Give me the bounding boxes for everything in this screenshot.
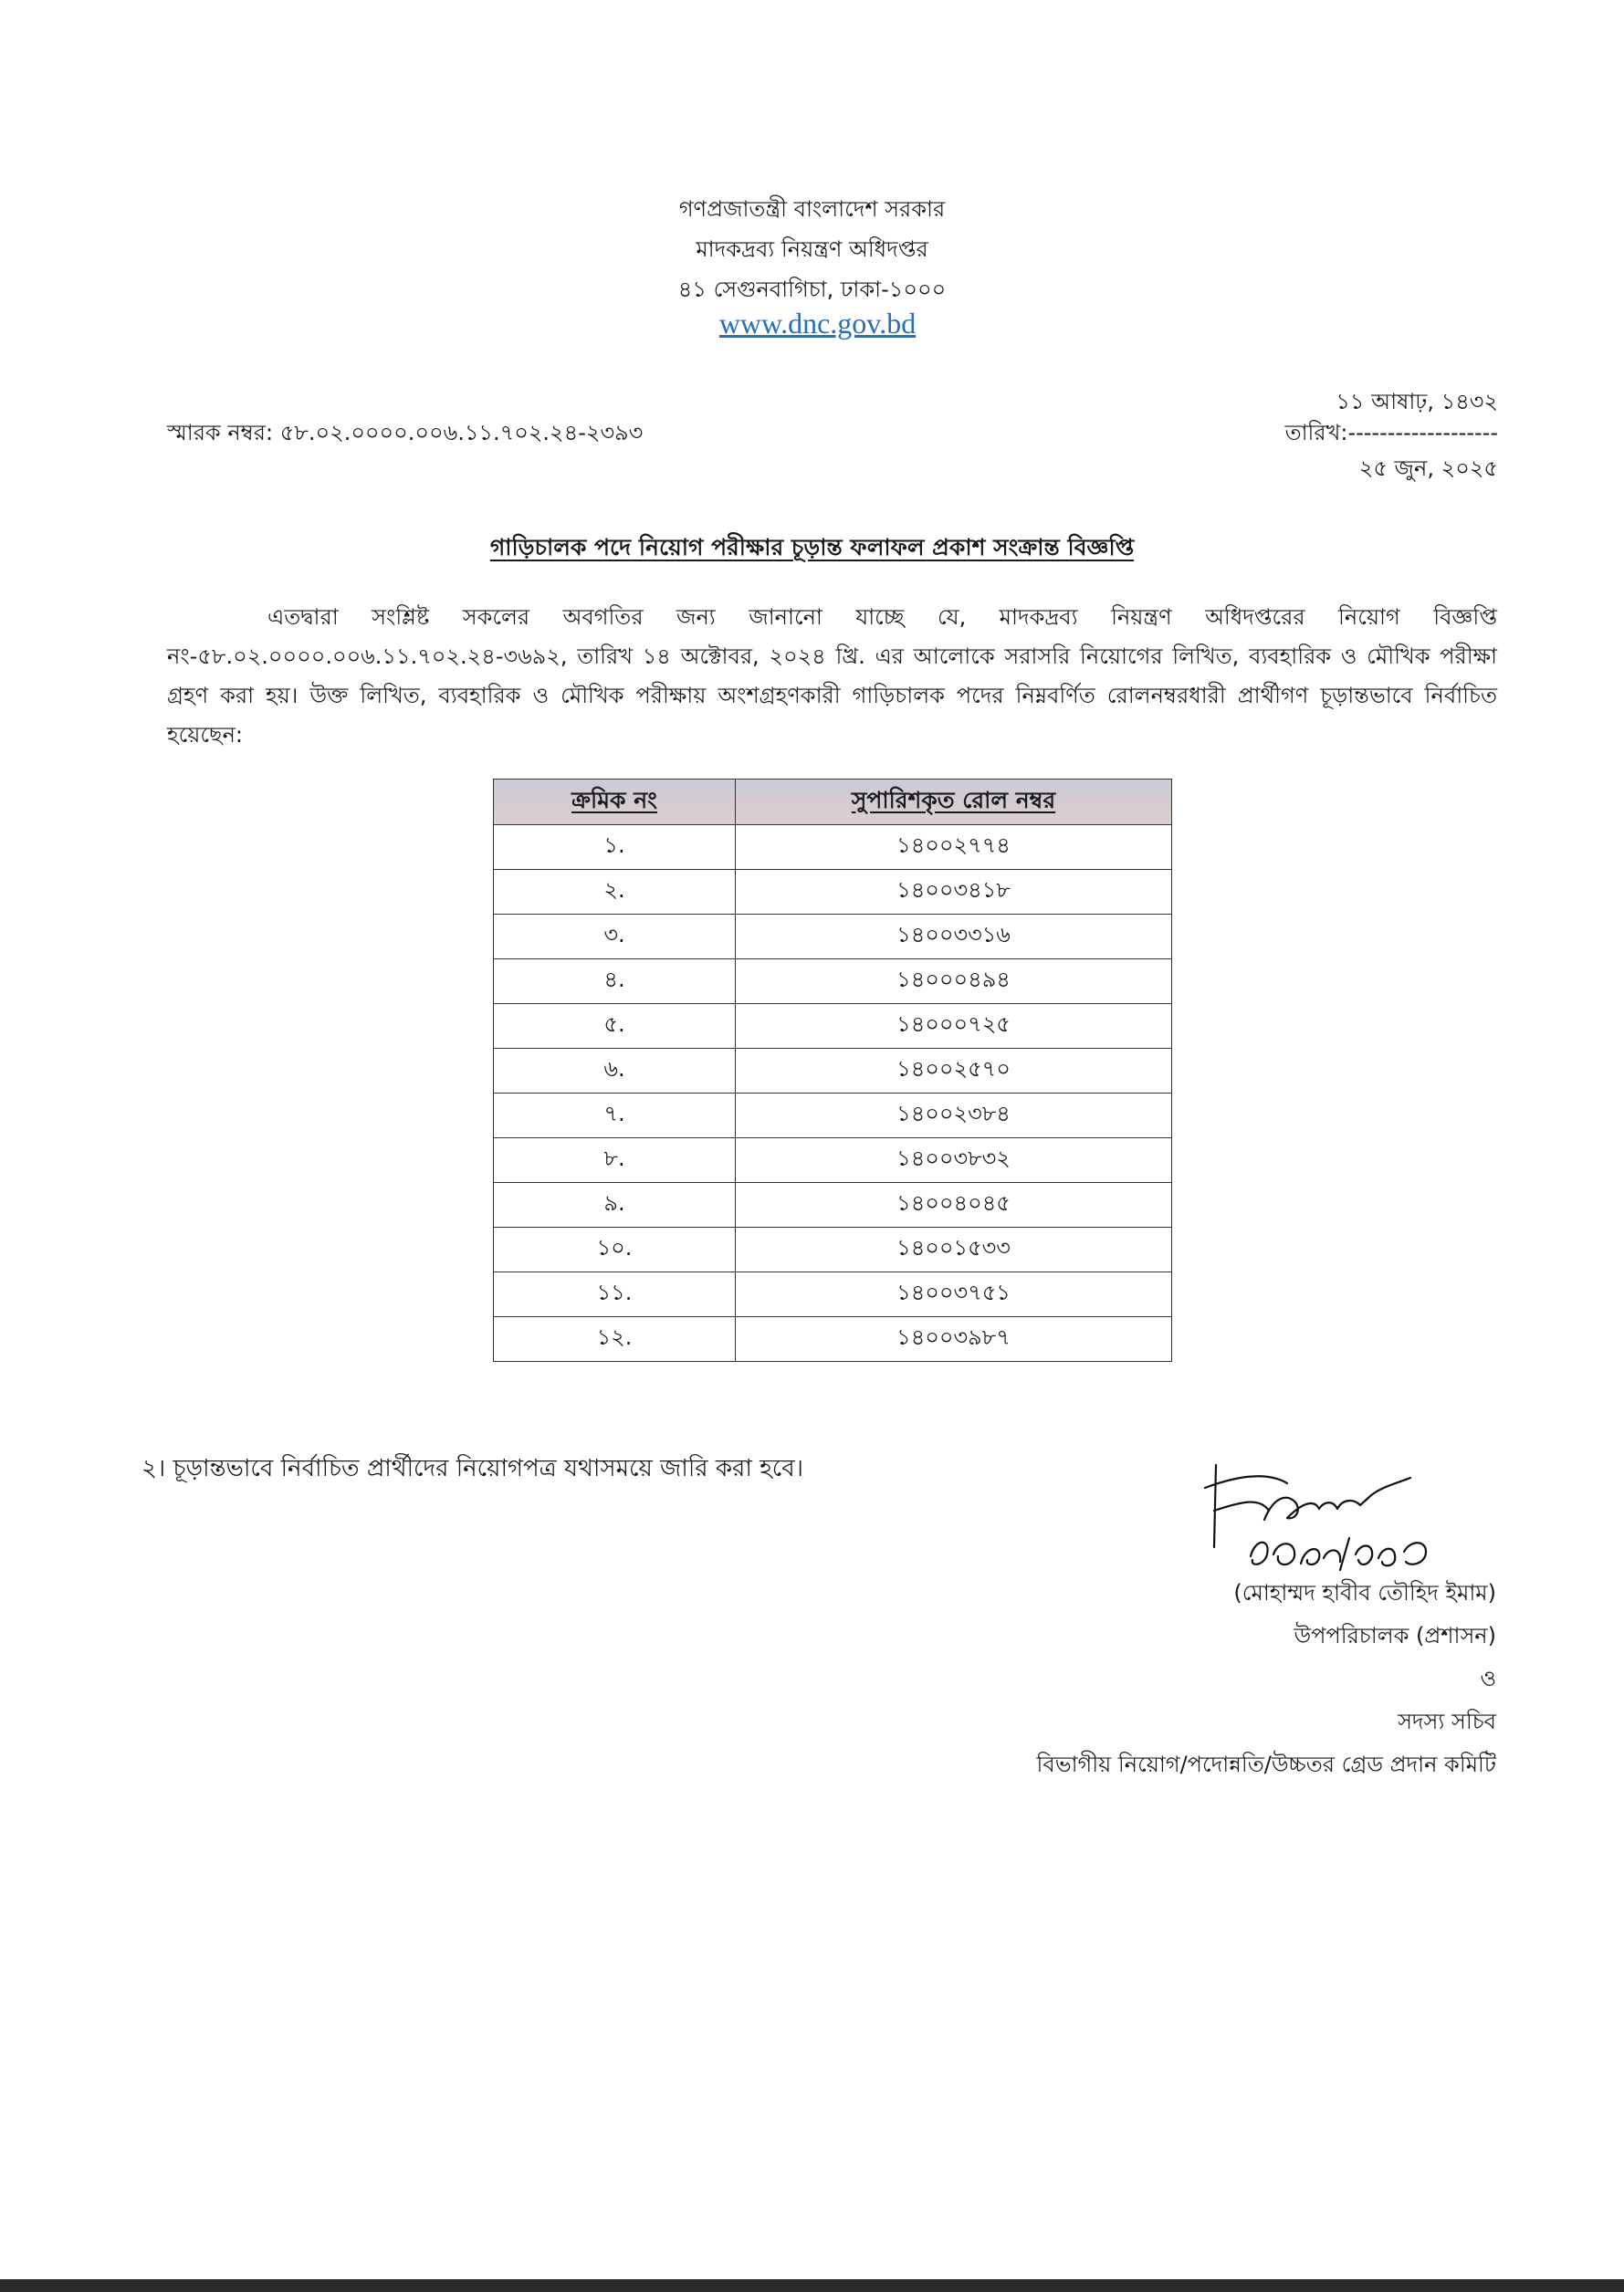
appointment-note: ২। চূড়ান্তভাবে নির্বাচিত প্রার্থীদের নিয়োগপত্র যথাসময়ে জারি করা হবে। — [141, 1455, 804, 1482]
results-table — [493, 779, 1172, 1362]
roll-cell: ১৪০০২৫৭০ — [736, 1049, 1172, 1094]
table-row — [494, 915, 1172, 959]
serial-cell: ১. — [494, 825, 736, 870]
signatory-designation: উপপরিচালক (প্রশাসন) — [1294, 1623, 1496, 1648]
signatory-block — [1036, 1572, 1496, 1786]
website-link[interactable]: www.dnc.gov.bd — [718, 307, 917, 340]
govt-name: গণপ্রজাতন্ত্রী বাংলাদেশ সরকার — [678, 196, 946, 222]
serial-cell: ৮. — [494, 1138, 736, 1183]
column-header-roll: সুপারিশকৃত রোল নম্বর — [736, 780, 1172, 825]
roll-cell: ১৪০০৩৮৩২ — [736, 1138, 1172, 1183]
department-name: মাদকদ্রব্য নিয়ন্ত্রণ অধিদপ্তর — [696, 236, 928, 262]
serial-cell: ২. — [494, 870, 736, 915]
roll-cell: ১৪০০২৩৮৪ — [736, 1094, 1172, 1138]
table-row — [494, 1272, 1172, 1317]
table-row — [494, 825, 1172, 870]
table-row — [494, 1138, 1172, 1183]
serial-cell: ১১. — [494, 1272, 736, 1317]
serial-cell: ১২. — [494, 1317, 736, 1362]
serial-cell: ৬. — [494, 1049, 736, 1094]
table-row — [494, 870, 1172, 915]
scan-bottom-edge — [0, 2279, 1624, 2292]
roll-cell: ১৪০০০৪৯৪ — [736, 959, 1172, 1004]
date-gregorian: ২৫ জুন, ২০২৫ — [1358, 455, 1498, 481]
serial-cell: ৭. — [494, 1094, 736, 1138]
department-address: ৪১ সেগুনবাগিচা, ঢাকা-১০০০ — [677, 277, 947, 302]
table-row — [494, 1049, 1172, 1094]
roll-cell: ১৪০০০৭২৫ — [736, 1004, 1172, 1049]
signatory-committee: বিভাগীয় নিয়োগ/পদোন্নতি/উচ্চতর গ্রেড প্রদান কমিটি — [1036, 1752, 1496, 1777]
roll-cell: ১৪০০৩৩১৬ — [736, 915, 1172, 959]
table-row — [494, 1228, 1172, 1272]
notice-subject: গাড়িচালক পদে নিয়োগ পরীক্ষার চূড়ান্ত ফলাফল প্রকাশ সংক্রান্ত বিজ্ঞপ্তি — [489, 534, 1135, 560]
table-row — [494, 1004, 1172, 1049]
roll-cell: ১৪০০৩৯৮৭ — [736, 1317, 1172, 1362]
signatory-conjunction: ও — [1480, 1666, 1496, 1691]
notice-body: এতদ্বারা সংশ্লিষ্ট সকলের অবগতির জন্য জানানো যাচ্ছে যে, মাদকদ্রব্য নিয়ন্ত্রণ অধিদপ্তরের নিয়োগ বিজ্ঞপ্তি নং-৫৮.০২.০০০০.০০৬.১১.৭০২.২৪-৩৬৯২, তারিখ ১৪ অক্টোবর, ২০২৪ খ্রি. এর আলোকে সরাসরি নিয়োগের লিখিত, ব্যবহারিক ও মৌখিক পরীক্ষা গ্রহণ করা হয়। উক্ত লিখিত, ব্যবহারিক ও মৌখিক পরীক্ষায় অংশগ্রহণকারী গাড়িচালক পদের নিম্নবর্ণিত রোলনম্বরধারী প্রার্থীগণ চূড়ান্তভাবে নির্বাচিত হয়েছেন: — [167, 604, 1497, 748]
serial-cell: ৩. — [494, 915, 736, 959]
date-bangla: ১১ আষাঢ়, ১৪৩২ — [1336, 389, 1498, 414]
serial-cell: ১০. — [494, 1228, 736, 1272]
serial-cell: ৯. — [494, 1183, 736, 1228]
roll-cell: ১৪০০২৭৭৪ — [736, 825, 1172, 870]
roll-cell: ১৪০০৩৭৫১ — [736, 1272, 1172, 1317]
column-header-serial: ক্রমিক নং — [494, 780, 736, 825]
roll-cell: ১৪০০৩৪১৮ — [736, 870, 1172, 915]
date-label: তারিখ:------------------- — [1284, 420, 1498, 445]
serial-cell: ৪. — [494, 959, 736, 1004]
table-row — [494, 1317, 1172, 1362]
table-row — [494, 1094, 1172, 1138]
table-row — [494, 959, 1172, 1004]
table-header-row — [494, 780, 1172, 825]
signatory-role: সদস্য সচিব — [1398, 1709, 1496, 1734]
roll-cell: ১৪০০৪০৪৫ — [736, 1183, 1172, 1228]
handwritten-signature — [1187, 1447, 1461, 1575]
signatory-name: (মোহাম্মদ হাবীব তৌহিদ ইমাম) — [1233, 1580, 1496, 1606]
memo-reference: স্মারক নম্বর: ৫৮.০২.০০০০.০০৬.১১.৭০২.২৪-২৩৯৩ — [167, 420, 644, 445]
serial-cell: ৫. — [494, 1004, 736, 1049]
roll-cell: ১৪০০১৫৩৩ — [736, 1228, 1172, 1272]
table-row — [494, 1183, 1172, 1228]
